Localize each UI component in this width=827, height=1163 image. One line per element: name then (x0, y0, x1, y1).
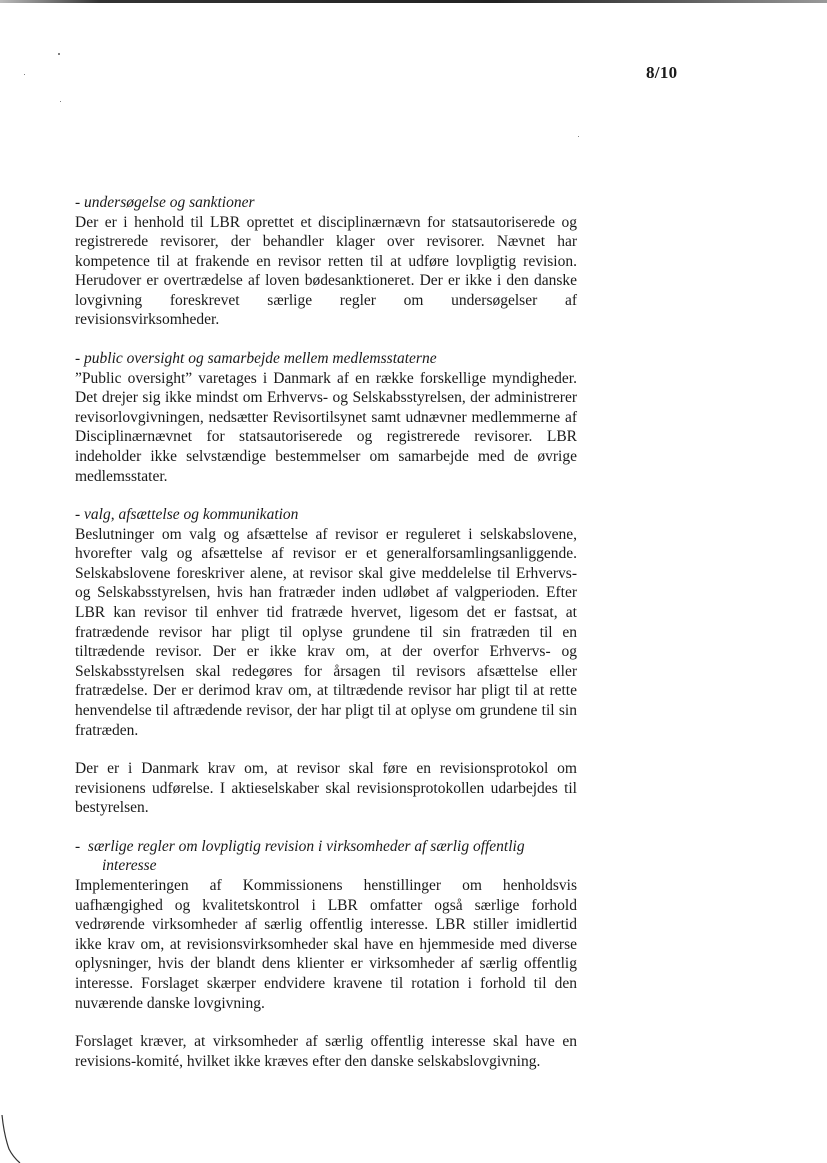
section-investigation-sanctions (75, 193, 577, 330)
section-heading: - public oversight og samarbejde mellem medlemsstaterne (75, 350, 437, 368)
section-heading: - undersøgelse og sanktioner (75, 194, 255, 211)
section-paragraph: Implementeringen af Kommissionens henstillinger om henholdsvis uafhængighed og kvalitetskontrol i LBR omfatter også særlige forhold vedrørende virksomheder af særlig offentlig interesse. LBR stiller imidlertid ikke krav om, at revisionsvirksomheder skal have en hjemmeside med diverse oplysninger, hvis der blandt dens klienter er virksomheder af særlig offentlig interesse. Forslaget skærper endvidere kravene til rotation i forhold til den nuværende danske lovgivning. (75, 876, 577, 1012)
section-public-interest-entities (75, 837, 577, 1071)
section-public-oversight (75, 349, 577, 486)
section-heading: - særlige regler om lovpligtig revision i virksomheder af særlig offentlig interesse (75, 837, 525, 875)
section-paragraph: Beslutninger om valg og afsættelse af revisor er reguleret i selskabslovene, hvorefter valg og afsættelse af revisor er et generalforsamlingsanliggende. Selskabslovene foreskriver alene, at revisor skal give meddelelse til Erhvervs- og Selskabsstyrelsen, hvis han fratræder inden udløbet af valgperioden. Efter LBR kan revisor til enhver tid fratræde hvervet, ligesom det er fastsat, at fratrædende revisor har pligt til oplyse grundene til sin fratræden til en tiltrædende revisor. Der er ikke krav om, at der overfor Erhvervs- og Selskabsstyrelsen skal redegøres for årsagen til revisors afsættelse eller fratrædelse. Der er derimod krav om, at tiltrædende revisor har pligt til at rette henvendelse til aftrædende revisor, der har pligt til at oplyse om grundene til sin fratræden. (75, 525, 577, 739)
section-paragraph: ”Public oversight” varetages i Danmark af en række forskellige myndigheder. Det drejer sig ikke mindst om Erhvervs- og Selskabsstyrelsen, der administrerer revisorlovgivningen, nedsætter Revisortilsynet samt udnævner medlemmerne af Disciplinærnævnet for statsautoriserede og registrerede revisorer. LBR indeholder ikke selvstændige bestemmelser om samarbejde med de øvrige medlemsstater. (75, 369, 577, 485)
scan-speck (58, 53, 60, 55)
page-number: 8/10 (646, 63, 678, 82)
scan-speck (24, 74, 25, 75)
section-appointment-dismissal (75, 505, 577, 818)
section-paragraph: Forslaget kræver, at virksomheder af særlig offentlig interesse skal have en revisions-komité, hvilket ikke kræves efter den danske selskabslovgivning. (75, 1033, 577, 1070)
page-top-rule (0, 0, 827, 3)
scan-speck (578, 136, 579, 137)
scan-edge-mark (0, 1115, 22, 1163)
section-paragraph: Der er i Danmark krav om, at revisor skal føre en revisionsprotokol om revisionens udførelse. I aktieselskaber skal revisionsprotokollen udarbejdes til bestyrelsen. (75, 760, 577, 817)
document-body (75, 193, 577, 1071)
section-paragraph: Der er i henhold til LBR oprettet et disciplinærnævn for statsautoriserede og registrerede revisorer, der behandler klager over revisorer. Nævnet har kompetence til at frakende en revisor retten til at udføre lovpligtig revision. Herudover er overtrædelse af loven bødesanktioneret. Der er ikke i den danske lovgivning foreskrevet særlige regler om undersøgelser af revisionsvirksomheder. (75, 213, 577, 329)
section-heading: - valg, afsættelse og kommunikation (75, 506, 299, 524)
scan-speck (60, 101, 61, 102)
